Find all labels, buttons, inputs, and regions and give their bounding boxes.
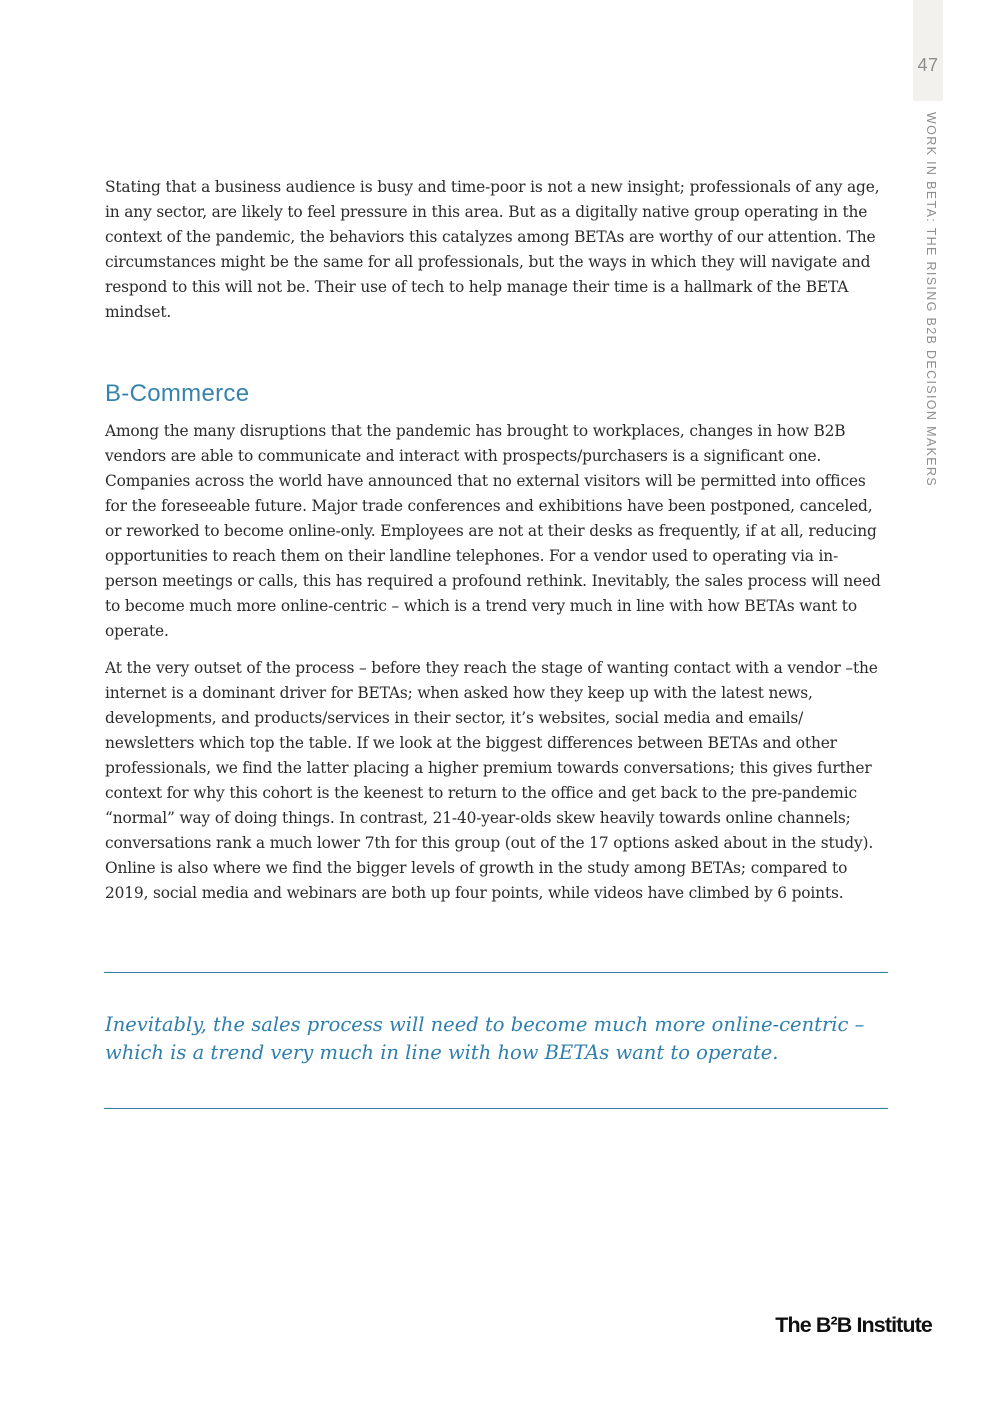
section-paragraph-2: At the very outset of the process – before they reach the stage of wanting contact with a vendor –the internet is a dominant driver for BETAs; when asked how they keep up with the latest news, developments, and products/services in their sector, it’s websites, social media and emails/ newsletters which top the table. If we look at the biggest differences between BETAs and other professionals, we find the latter placing a higher premium towards conversations; this gives further context for why this cohort is the keenest to return to the office and get back to the pre-pandemic “normal” way of doing things. In contrast, 21-40-year-olds skew heavily towards online channels; conversations rank a much lower 7th for this group (out of the 17 options asked about in the study). Online is also where we find the bigger levels of growth in the study among BETAs; compared to 2019, social media and webinars are both up four points, while videos have climbed by 6 points. [105, 659, 878, 902]
section-heading: B-Commerce [105, 380, 250, 407]
b2b-institute-logo: The B²B Institute [775, 1313, 932, 1337]
page-number: 47 [917, 55, 939, 75]
pull-quote-bottom-rule [104, 1108, 888, 1109]
pull-quote: Inevitably, the sales process will need to become much more online-centric – which is a trend very much in line with how BETAs want to operate. [105, 1013, 865, 1064]
running-title: WORK IN BETA: THE RISING B2B DECISION MAKERS [924, 112, 938, 487]
intro-paragraph: Stating that a business audience is busy and time-poor is not a new insight; professionals of any age, in any sector, are likely to feel pressure in this area. But as a digitally native group operating in the context of the pandemic, the behaviors this catalyzes among BETAs are worthy of our attention. The circumstances might be the same for all professionals, but the ways in which they will navigate and respond to this will not be. Their use of tech to help manage their time is a hallmark of the BETA mindset. [105, 178, 880, 321]
section-paragraph-1: Among the many disruptions that the pandemic has brought to workplaces, changes in how B2B vendors are able to communicate and interact with prospects/purchasers is a significant one. Companies across the world have announced that no external visitors will be permitted into offices for the foreseeable future. Major trade conferences and exhibitions have been postponed, canceled, or reworked to become online-only. Employees are not at their desks as frequently, if at all, reducing opportunities to reach them on their landline telephones. For a vendor used to operating via in-person meetings or calls, this has required a profound rethink. Inevitably, the sales process will need to become much more online-centric – which is a trend very much in line with how BETAs want to operate. [105, 422, 881, 640]
pull-quote-top-rule [104, 972, 888, 973]
page-tab [913, 0, 943, 101]
